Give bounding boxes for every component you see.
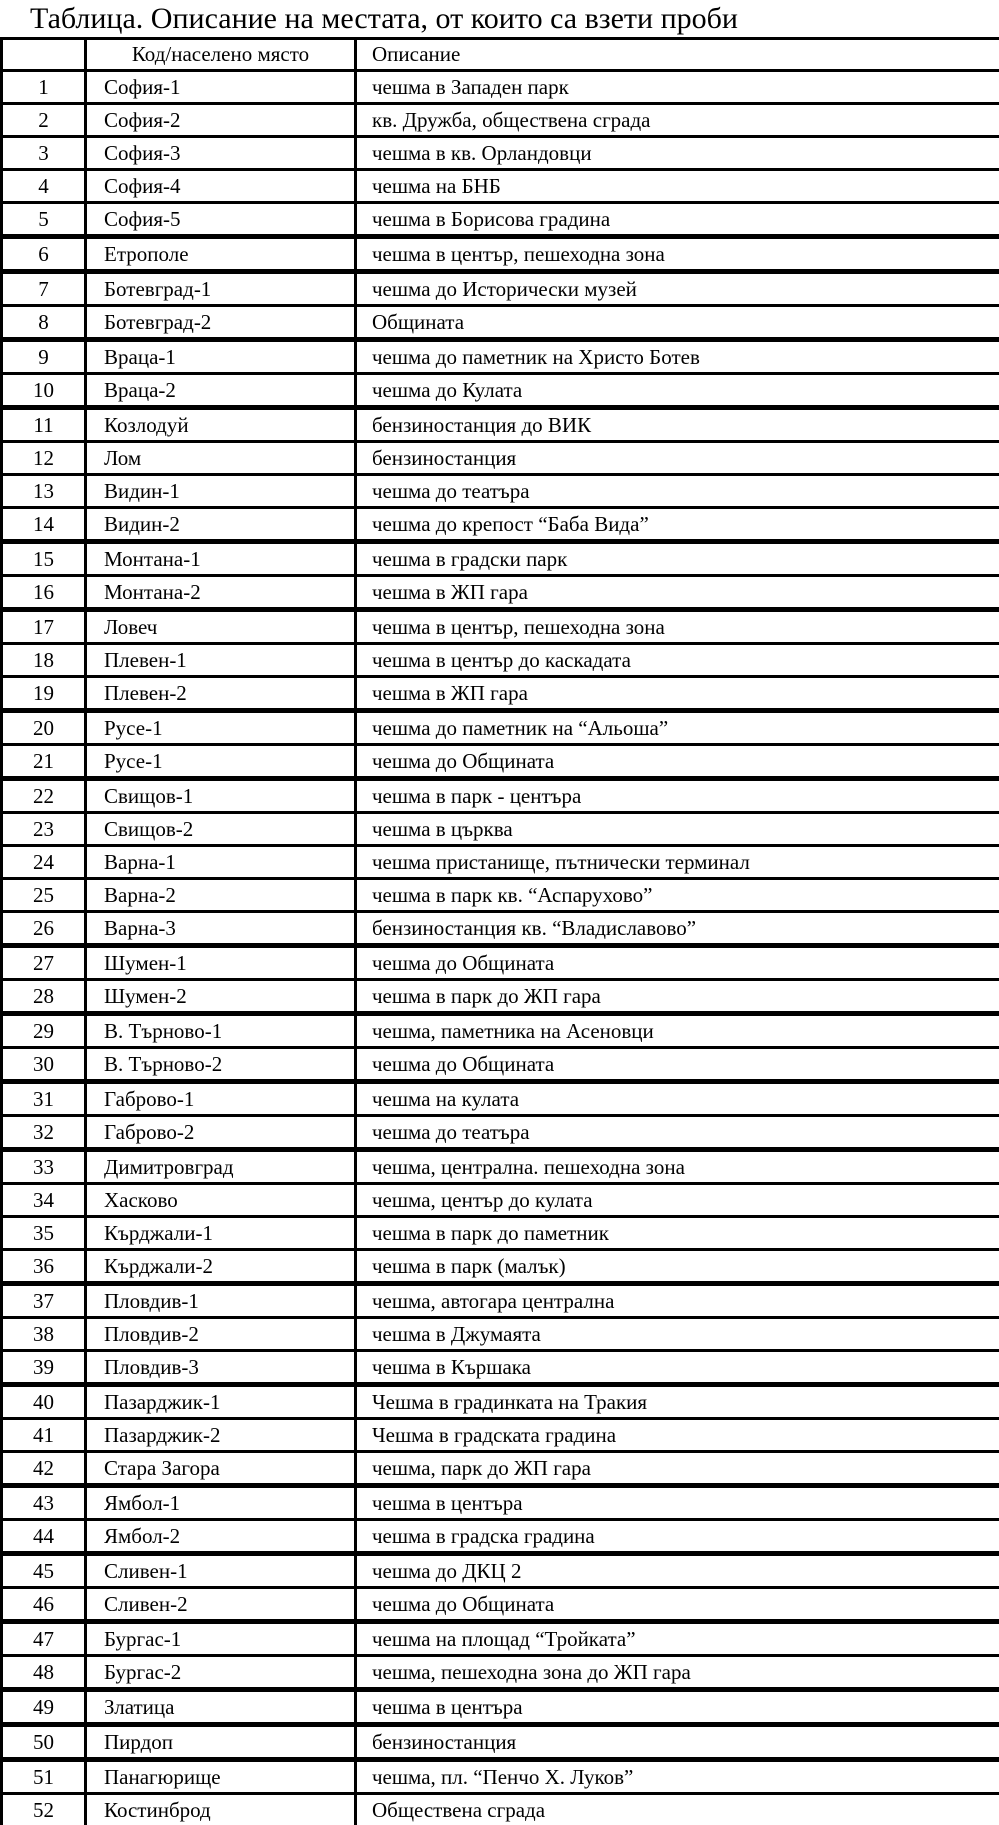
row-number-cell: 27 — [2, 946, 86, 980]
row-desc-cell: чешма в градска градина — [356, 1520, 999, 1554]
row-number-cell: 13 — [2, 475, 86, 508]
row-code-cell: София-5 — [86, 203, 356, 237]
row-desc-cell: бензиностанция кв. “Владиславово” — [356, 912, 999, 946]
row-number-cell: 2 — [2, 104, 86, 137]
table-row — [2, 846, 999, 879]
row-desc-cell: чешма в ЖП гара — [356, 677, 999, 711]
table-row — [2, 1116, 999, 1150]
row-code-cell: Пловдив-3 — [86, 1351, 356, 1385]
row-desc-cell: чешма в парк (малък) — [356, 1250, 999, 1284]
row-desc-cell: чешма в кв. Орландовци — [356, 137, 999, 170]
row-number-cell: 21 — [2, 745, 86, 779]
row-code-cell: Димитровград — [86, 1150, 356, 1184]
row-code-cell: Варна-2 — [86, 879, 356, 912]
row-desc-cell: чешма до Общината — [356, 745, 999, 779]
table-row — [2, 340, 999, 374]
row-number-cell: 38 — [2, 1318, 86, 1351]
row-desc-cell: чешма в Западен парк — [356, 71, 999, 104]
row-desc-cell: чешма, централна. пешеходна зона — [356, 1150, 999, 1184]
row-desc-cell: чешма, пешеходна зона до ЖП гара — [356, 1656, 999, 1690]
row-number-cell: 40 — [2, 1385, 86, 1419]
row-desc-cell: чешма в парк до паметник — [356, 1217, 999, 1250]
row-number-cell: 3 — [2, 137, 86, 170]
table-row — [2, 1656, 999, 1690]
row-number-cell: 25 — [2, 879, 86, 912]
row-code-cell: Монтана-1 — [86, 542, 356, 576]
row-desc-cell: чешма до Кулата — [356, 374, 999, 408]
row-code-cell: Пловдив-2 — [86, 1318, 356, 1351]
table-row — [2, 1014, 999, 1048]
table-row — [2, 980, 999, 1014]
row-code-cell: Хасково — [86, 1184, 356, 1217]
table-row — [2, 1725, 999, 1760]
row-code-cell: Панагюрище — [86, 1760, 356, 1794]
page-title: Таблица. Описание на местата, от които са взети проби — [30, 2, 999, 36]
row-code-cell: Костинброд — [86, 1794, 356, 1825]
row-desc-cell: чешма в Джумаята — [356, 1318, 999, 1351]
table-row — [2, 576, 999, 610]
row-number-cell: 39 — [2, 1351, 86, 1385]
row-code-cell: Свищов-2 — [86, 813, 356, 846]
row-desc-cell: чешма на площад “Тройката” — [356, 1622, 999, 1656]
row-desc-cell: чешма в църква — [356, 813, 999, 846]
row-number-cell: 10 — [2, 374, 86, 408]
row-code-cell: София-2 — [86, 104, 356, 137]
row-code-cell: Пловдив-1 — [86, 1284, 356, 1318]
table-row — [2, 1419, 999, 1452]
row-number-cell: 34 — [2, 1184, 86, 1217]
row-desc-cell: Общината — [356, 306, 999, 340]
row-number-cell: 45 — [2, 1554, 86, 1588]
row-desc-cell: чешма до театъра — [356, 1116, 999, 1150]
row-number-cell: 18 — [2, 644, 86, 677]
row-desc-cell: чешма в Кършака — [356, 1351, 999, 1385]
table-row — [2, 1760, 999, 1794]
table-row — [2, 374, 999, 408]
row-code-cell: Лом — [86, 442, 356, 475]
row-code-cell: Кърджали-1 — [86, 1217, 356, 1250]
table-row — [2, 1588, 999, 1622]
table-row — [2, 306, 999, 340]
row-number-cell: 23 — [2, 813, 86, 846]
row-number-cell: 11 — [2, 408, 86, 442]
row-desc-cell: чешма до крепост “Баба Вида” — [356, 508, 999, 542]
row-desc-cell: чешма до паметник на “Альоша” — [356, 711, 999, 745]
row-number-cell: 16 — [2, 576, 86, 610]
row-code-cell: Ботевград-1 — [86, 272, 356, 306]
table-row — [2, 610, 999, 644]
row-number-cell: 46 — [2, 1588, 86, 1622]
table-row — [2, 1217, 999, 1250]
row-number-cell: 9 — [2, 340, 86, 374]
row-desc-cell: чешма, център до кулата — [356, 1184, 999, 1217]
row-desc-cell: чешма, пл. “Пенчо Х. Луков” — [356, 1760, 999, 1794]
row-desc-cell: чешма в парк - центъра — [356, 779, 999, 813]
row-code-cell: Враца-2 — [86, 374, 356, 408]
row-number-cell: 8 — [2, 306, 86, 340]
row-number-cell: 33 — [2, 1150, 86, 1184]
row-number-cell: 41 — [2, 1419, 86, 1452]
row-desc-cell: чешма до Общината — [356, 946, 999, 980]
row-code-cell: Видин-1 — [86, 475, 356, 508]
row-number-cell: 20 — [2, 711, 86, 745]
header-cell-code: Код/населено място — [86, 39, 356, 71]
table-row — [2, 1794, 999, 1825]
row-number-cell: 15 — [2, 542, 86, 576]
row-desc-cell: чешма до паметник на Христо Ботев — [356, 340, 999, 374]
row-desc-cell: чешма до Исторически музей — [356, 272, 999, 306]
row-desc-cell: чешма на кулата — [356, 1082, 999, 1116]
table-row — [2, 1486, 999, 1520]
row-number-cell: 42 — [2, 1452, 86, 1486]
row-number-cell: 31 — [2, 1082, 86, 1116]
header-cell-description: Описание — [356, 39, 999, 71]
table-row — [2, 170, 999, 203]
row-code-cell: Златица — [86, 1690, 356, 1725]
row-desc-cell: Чешма в градинката на Тракия — [356, 1385, 999, 1419]
table-row — [2, 71, 999, 104]
row-number-cell: 36 — [2, 1250, 86, 1284]
table-row — [2, 542, 999, 576]
row-desc-cell: чешма в център до каскадата — [356, 644, 999, 677]
header-cell-number — [2, 39, 86, 71]
table-row — [2, 1284, 999, 1318]
table-row — [2, 1184, 999, 1217]
row-number-cell: 52 — [2, 1794, 86, 1825]
table-row — [2, 237, 999, 272]
row-number-cell: 49 — [2, 1690, 86, 1725]
row-code-cell: Пазарджик-1 — [86, 1385, 356, 1419]
table-row — [2, 1150, 999, 1184]
row-code-cell: София-3 — [86, 137, 356, 170]
row-desc-cell: чешма в центъра — [356, 1690, 999, 1725]
row-desc-cell: чешма до Общината — [356, 1048, 999, 1082]
table-row — [2, 1690, 999, 1725]
row-number-cell: 26 — [2, 912, 86, 946]
row-code-cell: Монтана-2 — [86, 576, 356, 610]
table-row — [2, 442, 999, 475]
row-code-cell: Ботевград-2 — [86, 306, 356, 340]
row-code-cell: Русе-1 — [86, 745, 356, 779]
row-code-cell: Стара Загора — [86, 1452, 356, 1486]
row-number-cell: 19 — [2, 677, 86, 711]
table-row — [2, 1622, 999, 1656]
row-desc-cell: чешма, паметника на Асеновци — [356, 1014, 999, 1048]
row-code-cell: Видин-2 — [86, 508, 356, 542]
row-code-cell: Бургас-1 — [86, 1622, 356, 1656]
table-row — [2, 1048, 999, 1082]
row-number-cell: 32 — [2, 1116, 86, 1150]
row-number-cell: 14 — [2, 508, 86, 542]
row-code-cell: Габрово-1 — [86, 1082, 356, 1116]
table-row — [2, 475, 999, 508]
row-code-cell: София-1 — [86, 71, 356, 104]
row-code-cell: Шумен-1 — [86, 946, 356, 980]
row-desc-cell: чешма до театъра — [356, 475, 999, 508]
row-number-cell: 44 — [2, 1520, 86, 1554]
row-number-cell: 6 — [2, 237, 86, 272]
row-number-cell: 7 — [2, 272, 86, 306]
row-code-cell: Бургас-2 — [86, 1656, 356, 1690]
row-desc-cell: чешма в парк до ЖП гара — [356, 980, 999, 1014]
row-desc-cell: чешма в Борисова градина — [356, 203, 999, 237]
table-row — [2, 879, 999, 912]
row-desc-cell: чешма на БНБ — [356, 170, 999, 203]
row-desc-cell: чешма до ДКЦ 2 — [356, 1554, 999, 1588]
row-number-cell: 35 — [2, 1217, 86, 1250]
row-number-cell: 51 — [2, 1760, 86, 1794]
row-code-cell: Ловеч — [86, 610, 356, 644]
row-code-cell: Пирдоп — [86, 1725, 356, 1760]
row-code-cell: Свищов-1 — [86, 779, 356, 813]
table-row — [2, 813, 999, 846]
row-code-cell: Сливен-1 — [86, 1554, 356, 1588]
table-row — [2, 508, 999, 542]
row-number-cell: 5 — [2, 203, 86, 237]
row-desc-cell: бензиностанция — [356, 442, 999, 475]
row-code-cell: Враца-1 — [86, 340, 356, 374]
document-page — [0, 2, 999, 1825]
row-code-cell: Ямбол-2 — [86, 1520, 356, 1554]
row-number-cell: 12 — [2, 442, 86, 475]
row-desc-cell: кв. Дружба, обществена сграда — [356, 104, 999, 137]
row-desc-cell: чешма в център, пешеходна зона — [356, 237, 999, 272]
row-desc-cell: чешма, автогара централна — [356, 1284, 999, 1318]
row-number-cell: 17 — [2, 610, 86, 644]
table-row — [2, 912, 999, 946]
row-number-cell: 1 — [2, 71, 86, 104]
row-desc-cell: чешма до Общината — [356, 1588, 999, 1622]
table-row — [2, 1318, 999, 1351]
table-row — [2, 711, 999, 745]
row-code-cell: В. Търново-1 — [86, 1014, 356, 1048]
row-desc-cell: бензиностанция до ВИК — [356, 408, 999, 442]
table-row — [2, 779, 999, 813]
row-code-cell: Етрополе — [86, 237, 356, 272]
row-desc-cell: чешма в център, пешеходна зона — [356, 610, 999, 644]
row-number-cell: 30 — [2, 1048, 86, 1082]
table-row — [2, 104, 999, 137]
table-row — [2, 1385, 999, 1419]
row-number-cell: 4 — [2, 170, 86, 203]
row-desc-cell: чешма в ЖП гара — [356, 576, 999, 610]
row-desc-cell: чешма пристанище, пътнически терминал — [356, 846, 999, 879]
row-code-cell: Ямбол-1 — [86, 1486, 356, 1520]
table-row — [2, 745, 999, 779]
header-row — [2, 39, 999, 71]
table-row — [2, 408, 999, 442]
row-number-cell: 47 — [2, 1622, 86, 1656]
table-row — [2, 272, 999, 306]
row-desc-cell: Обществена сграда — [356, 1794, 999, 1825]
row-code-cell: Плевен-2 — [86, 677, 356, 711]
row-code-cell: Плевен-1 — [86, 644, 356, 677]
row-number-cell: 24 — [2, 846, 86, 879]
row-code-cell: Сливен-2 — [86, 1588, 356, 1622]
row-code-cell: София-4 — [86, 170, 356, 203]
row-desc-cell: чешма, парк до ЖП гара — [356, 1452, 999, 1486]
row-desc-cell: чешма в центъра — [356, 1486, 999, 1520]
row-code-cell: Кърджали-2 — [86, 1250, 356, 1284]
row-desc-cell: Чешма в градската градина — [356, 1419, 999, 1452]
row-desc-cell: чешма в парк кв. “Аспарухово” — [356, 879, 999, 912]
row-code-cell: В. Търново-2 — [86, 1048, 356, 1082]
row-number-cell: 43 — [2, 1486, 86, 1520]
table-row — [2, 1351, 999, 1385]
row-code-cell: Козлодуй — [86, 408, 356, 442]
row-number-cell: 22 — [2, 779, 86, 813]
table-row — [2, 644, 999, 677]
row-desc-cell: чешма в градски парк — [356, 542, 999, 576]
row-code-cell: Шумен-2 — [86, 980, 356, 1014]
table-row — [2, 1250, 999, 1284]
row-code-cell: Пазарджик-2 — [86, 1419, 356, 1452]
table-row — [2, 203, 999, 237]
table-row — [2, 137, 999, 170]
samples-table — [0, 37, 999, 1825]
table-row — [2, 677, 999, 711]
table-row — [2, 946, 999, 980]
table-row — [2, 1452, 999, 1486]
table-row — [2, 1520, 999, 1554]
row-code-cell: Русе-1 — [86, 711, 356, 745]
row-number-cell: 29 — [2, 1014, 86, 1048]
row-number-cell: 50 — [2, 1725, 86, 1760]
row-code-cell: Габрово-2 — [86, 1116, 356, 1150]
row-code-cell: Варна-1 — [86, 846, 356, 879]
row-desc-cell: бензиностанция — [356, 1725, 999, 1760]
row-code-cell: Варна-3 — [86, 912, 356, 946]
row-number-cell: 48 — [2, 1656, 86, 1690]
table-row — [2, 1554, 999, 1588]
table-row — [2, 1082, 999, 1116]
row-number-cell: 28 — [2, 980, 86, 1014]
row-number-cell: 37 — [2, 1284, 86, 1318]
